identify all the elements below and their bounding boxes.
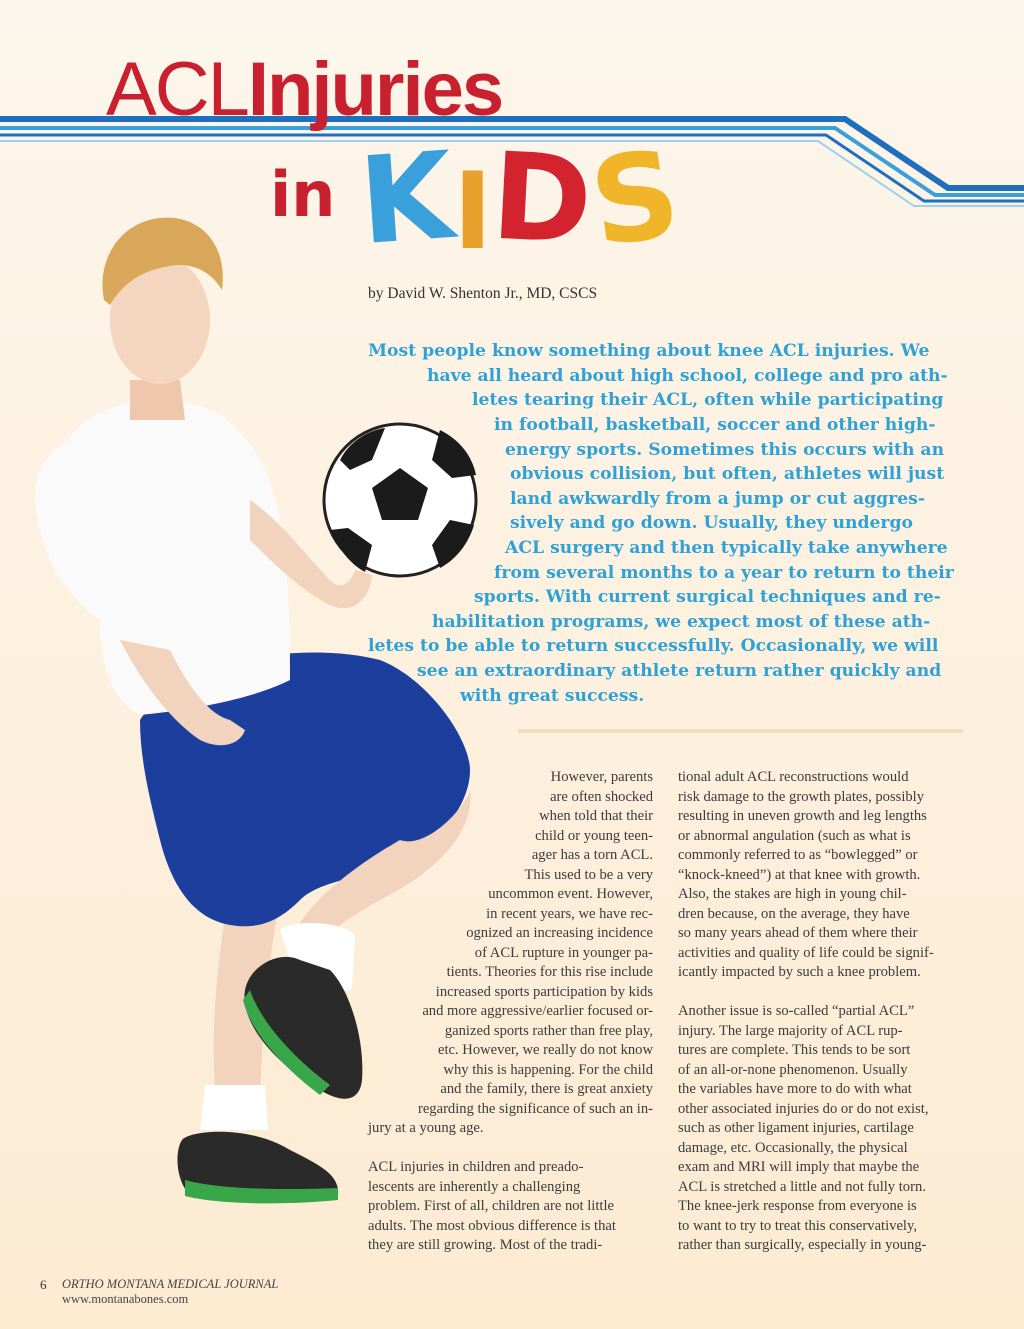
body-line: they are still growing. Most of the tradi- xyxy=(368,1237,603,1253)
body-line: tures are complete. This tends to be sort xyxy=(678,1042,911,1058)
byline: by David W. Shenton Jr., MD, CSCS xyxy=(368,285,598,302)
body-line: jury at a young age. xyxy=(368,1120,484,1136)
body-line: damage, etc. Occasionally, the physical xyxy=(678,1139,908,1156)
lead-line: from several months to a year to return to their xyxy=(494,563,954,583)
body-line: ager has a torn ACL. xyxy=(531,847,653,863)
body-line: ACL injuries in children and preado- xyxy=(368,1159,584,1175)
body-line: injury. The large majority of ACL rup- xyxy=(678,1022,903,1039)
page-number: 6 xyxy=(40,1277,47,1292)
body-line: Also, the stakes are high in young chil- xyxy=(678,886,907,902)
body-line: regarding the significance of such an in- xyxy=(417,1100,653,1117)
lead-line: energy sports. Sometimes this occurs with an xyxy=(505,440,945,460)
title-letter-k: K xyxy=(355,126,458,273)
journal-url: www.montanabones.com xyxy=(62,1292,189,1306)
body-line: commonly referred to as “bowlegged” or xyxy=(678,847,918,863)
title-injuries: Injuries xyxy=(247,47,503,132)
lead-line: have all heard about high school, college and pro ath- xyxy=(427,366,948,386)
body-line: risk damage to the growth plates, possibly xyxy=(678,788,925,805)
lead-line: Most people know something about knee ACL injuries. We xyxy=(368,341,930,361)
body-line: to want to try to treat this conservatively, xyxy=(678,1217,917,1234)
body-line: increased sports participation by kids xyxy=(435,983,653,1000)
body-line: rather than surgically, especially in young- xyxy=(678,1237,927,1253)
body-line: and the family, there is great anxiety xyxy=(440,1081,653,1097)
body-line: lescents are inherently a challenging xyxy=(368,1178,581,1195)
lead-line: in football, basketball, soccer and other high- xyxy=(494,415,936,435)
body-line: ognized an increasing incidence xyxy=(466,925,653,941)
lead-line: land awkwardly from a jump or cut aggres- xyxy=(510,489,925,509)
body-line: The knee-jerk response from everyone is xyxy=(678,1198,917,1214)
body-line: “knock-kneed”) at that knee with growth. xyxy=(678,866,921,883)
title-in: in xyxy=(270,158,336,231)
body-line: tional adult ACL reconstructions would xyxy=(678,769,909,785)
section-divider xyxy=(518,729,963,733)
body-line: However, parents xyxy=(550,769,653,785)
lead-line: with great success. xyxy=(460,686,645,706)
body-line: resulting in uneven growth and leg lengths xyxy=(678,808,927,824)
body-line: when told that their xyxy=(539,808,653,824)
body-line: etc. However, we really do not know xyxy=(437,1042,653,1058)
body-line: child or young teen- xyxy=(535,827,653,844)
body-line: why this is happening. For the child xyxy=(443,1061,653,1078)
body-line: uncommon event. However, xyxy=(488,886,653,902)
body-line: icantly impacted by such a knee problem. xyxy=(678,964,921,980)
body-line: the variables have more to do with what xyxy=(678,1081,912,1097)
title-acl: ACL xyxy=(106,47,248,132)
article-title xyxy=(106,47,503,132)
body-line: ganized sports rather than free play, xyxy=(444,1022,653,1039)
body-line: and more aggressive/earlier focused or- xyxy=(422,1003,653,1019)
lead-line: sports. With current surgical techniques and re- xyxy=(474,587,941,607)
lead-line: letes to be able to return successfully. Occasionally, we will xyxy=(368,636,939,656)
title-letter-s: S xyxy=(582,124,688,275)
body-line: tients. Theories for this rise include xyxy=(446,964,653,980)
lead-line: see an extraordinary athlete return rather quickly and xyxy=(417,661,942,681)
lead-line: ACL surgery and then typically take anywhere xyxy=(505,538,948,558)
title-letter-d: D xyxy=(488,127,596,272)
body-line: so many years ahead of them where their xyxy=(678,925,918,941)
body-line: adults. The most obvious difference is that xyxy=(368,1217,616,1234)
body-line: activities and quality of life could be signif- xyxy=(678,944,934,961)
body-line: Another issue is so-called “partial ACL” xyxy=(678,1003,915,1019)
lead-line: sively and go down. Usually, they undergo xyxy=(510,513,913,533)
body-line: are often shocked xyxy=(550,788,653,805)
body-line: of an all-or-none phenomenon. Usually xyxy=(678,1061,908,1078)
lead-line: obvious collision, but often, athletes will just xyxy=(510,464,945,484)
body-line: ACL is stretched a little and not fully torn. xyxy=(678,1178,926,1195)
body-line: or abnormal angulation (such as what is xyxy=(678,827,911,844)
lead-line: letes tearing their ACL, often while participating xyxy=(472,390,944,410)
body-line: in recent years, we have rec- xyxy=(486,905,653,922)
journal-name: ORTHO MONTANA MEDICAL JOURNAL xyxy=(62,1277,279,1291)
body-line: of ACL rupture in younger pa- xyxy=(474,944,653,961)
lead-line: habilitation programs, we expect most of these ath- xyxy=(432,612,931,632)
body-line: problem. First of all, children are not little xyxy=(368,1198,615,1214)
body-line: such as other ligament injuries, cartilage xyxy=(678,1120,914,1136)
body-line: exam and MRI will imply that maybe the xyxy=(678,1159,920,1175)
soccer-ball xyxy=(324,424,476,576)
body-line: dren because, on the average, they have xyxy=(678,905,910,922)
title-letter-i: I xyxy=(453,150,493,273)
body-line: other associated injuries do or do not exist, xyxy=(678,1100,929,1117)
body-line: This used to be a very xyxy=(524,866,653,883)
